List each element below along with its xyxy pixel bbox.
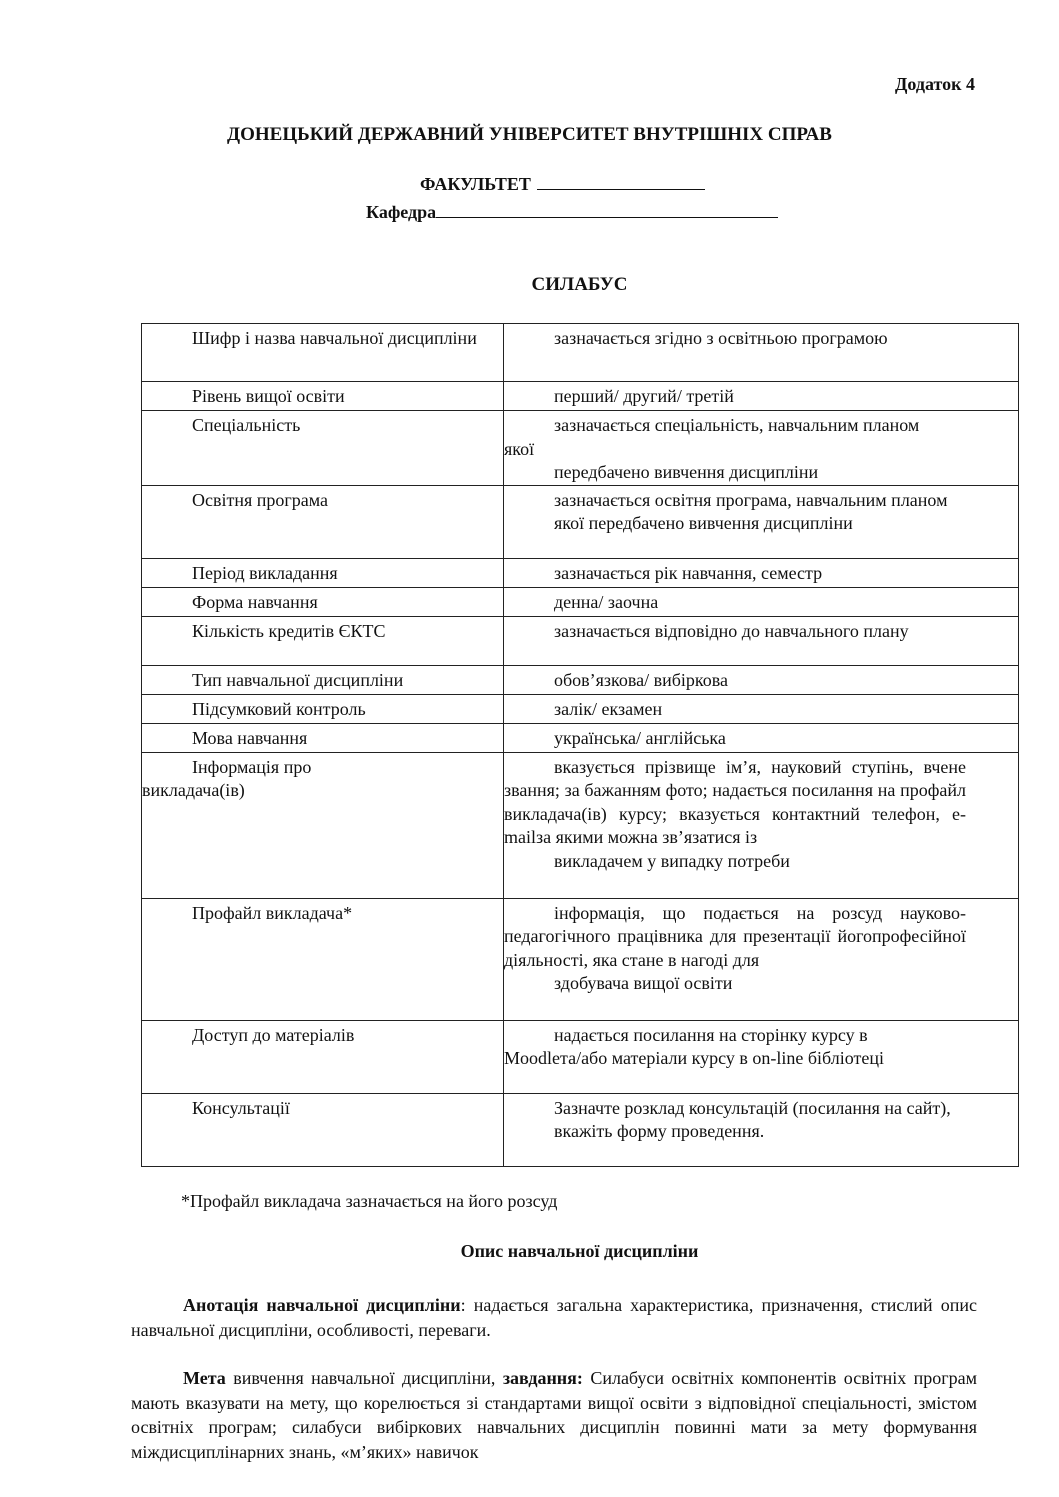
- department-line: [366, 201, 778, 223]
- annotation-paragraph: [131, 1293, 977, 1342]
- row-label: Спеціальність: [192, 415, 301, 435]
- row-label: Форма навчання: [192, 591, 318, 612]
- table-row: [142, 752, 1019, 898]
- row-label: Рівень вищої освіти: [192, 386, 345, 406]
- row-value-cont: якої передбачено вивчення дисципліни: [554, 513, 853, 533]
- table-row: [142, 898, 1019, 1020]
- row-label: Підсумковий контроль: [192, 698, 366, 719]
- table-row: [142, 1093, 1019, 1166]
- table-row: [142, 324, 1019, 382]
- row-value: денна/ заочна: [554, 591, 659, 612]
- row-value: зазначається відповідно до навчального плану: [554, 620, 909, 641]
- table-row: [142, 558, 1019, 587]
- row-value: зазначається згідно з освітньою програмою: [554, 328, 888, 348]
- goal-label: Мета: [183, 1368, 226, 1388]
- row-value: перший/ другий/ третій: [554, 386, 734, 406]
- department-label: Кафедра: [366, 202, 437, 222]
- row-label: Кількість кредитів ЄКТС: [192, 620, 386, 641]
- row-label: Шифр і назва навчальної дисципліни: [192, 328, 477, 348]
- syllabus-table: [141, 323, 1019, 1167]
- row-label: Період викладання: [192, 562, 338, 583]
- table-row: [142, 382, 1019, 411]
- row-value-cont: здобувача вищої освіти: [554, 973, 733, 993]
- row-label: Консультації: [192, 1097, 290, 1118]
- department-blank: [436, 201, 778, 218]
- table-row: [142, 587, 1019, 616]
- goal-mid: вивчення навчальної дисципліни,: [225, 1368, 503, 1388]
- row-value: обов’язкова/ вибіркова: [554, 669, 728, 690]
- table-row: [142, 411, 1019, 486]
- annotation-text: : надається загальна характеристика, призначення, стислий опис навчальної дисципліни, особливості, переваги.: [131, 1295, 977, 1340]
- faculty-label: ФАКУЛЬТЕТ: [420, 174, 531, 194]
- row-label: Освітня програма: [192, 489, 329, 510]
- table-row: [142, 723, 1019, 752]
- university-name: ДОНЕЦЬКИЙ ДЕРЖАВНИЙ УНІВЕРСИТЕТ ВНУТРІШНІХ СПРАВ: [227, 124, 832, 145]
- goal-paragraph: [131, 1366, 977, 1464]
- table-row: [142, 1020, 1019, 1093]
- row-label: Тип навчальної дисципліни: [192, 669, 404, 690]
- row-value: надається посилання на сторінку курсу в: [554, 1024, 868, 1045]
- table-row: [142, 694, 1019, 723]
- row-value: українська/ англійська: [554, 727, 726, 748]
- row-value-cont: викладачем у випадку потреби: [554, 850, 790, 871]
- annotation-label: Анотація навчальної дисципліни: [183, 1295, 461, 1315]
- page-title: СИЛАБУС: [531, 274, 628, 295]
- faculty-line: [420, 173, 705, 195]
- row-value-cont: передбачено вивчення дисципліни: [554, 462, 819, 482]
- goal-text: Силабуси освітніх компонентів освітніх програм мають вказувати на мету, що корелюється зі стандартами вищої освіти з відповідної спеціальності, змістом освітніх програм; силабуси вибіркових навчальних дисциплін повинні мати за мету формування міждисциплінарних знань, «м’яких» навичок: [131, 1368, 978, 1462]
- row-value: зазначається освітня програма, навчальним планом: [554, 489, 948, 510]
- appendix-label: Додаток 4: [895, 74, 975, 94]
- row-value: залік/ екзамен: [554, 698, 663, 719]
- row-value: інформація, що подається на розсуд науково- педагогічного працівника для презентації йогопрофесійної діяльності, яка стане в нагоді для: [504, 902, 966, 970]
- table-row: [142, 665, 1019, 694]
- row-value-cont: вкажіть форму проведення.: [554, 1121, 765, 1141]
- row-value: зазначається спеціальність, навчальним планом якої: [504, 415, 920, 459]
- table-row: [142, 616, 1019, 665]
- row-label: Профайл викладача*: [192, 902, 353, 923]
- row-label: Мова навчання: [192, 727, 308, 748]
- row-value-cont: Moodleта/або матеріали курсу в on-line бібліотеці: [504, 1048, 884, 1068]
- goal-tasks-label: завдання:: [502, 1368, 583, 1388]
- row-value: вказується прізвище ім’я, науковий ступінь, вчене звання; за бажанням фото; надається посилання на профайл викладача(ів) курсу; вказується контактний телефон, e-mailза якими можна зв’язатися із: [504, 756, 966, 847]
- faculty-blank: [537, 173, 705, 190]
- section-title: Опис навчальної дисципліни: [460, 1241, 699, 1261]
- row-value: зазначається рік навчання, семестр: [554, 562, 823, 583]
- footnote: *Профайл викладача зазначається на його розсуд: [181, 1191, 558, 1211]
- row-value: Зазначте розклад консультацій (посилання на сайт),: [554, 1097, 951, 1118]
- row-label: Інформація про викладача(ів): [142, 756, 312, 800]
- table-row: [142, 485, 1019, 558]
- row-label: Доступ до матеріалів: [192, 1024, 355, 1045]
